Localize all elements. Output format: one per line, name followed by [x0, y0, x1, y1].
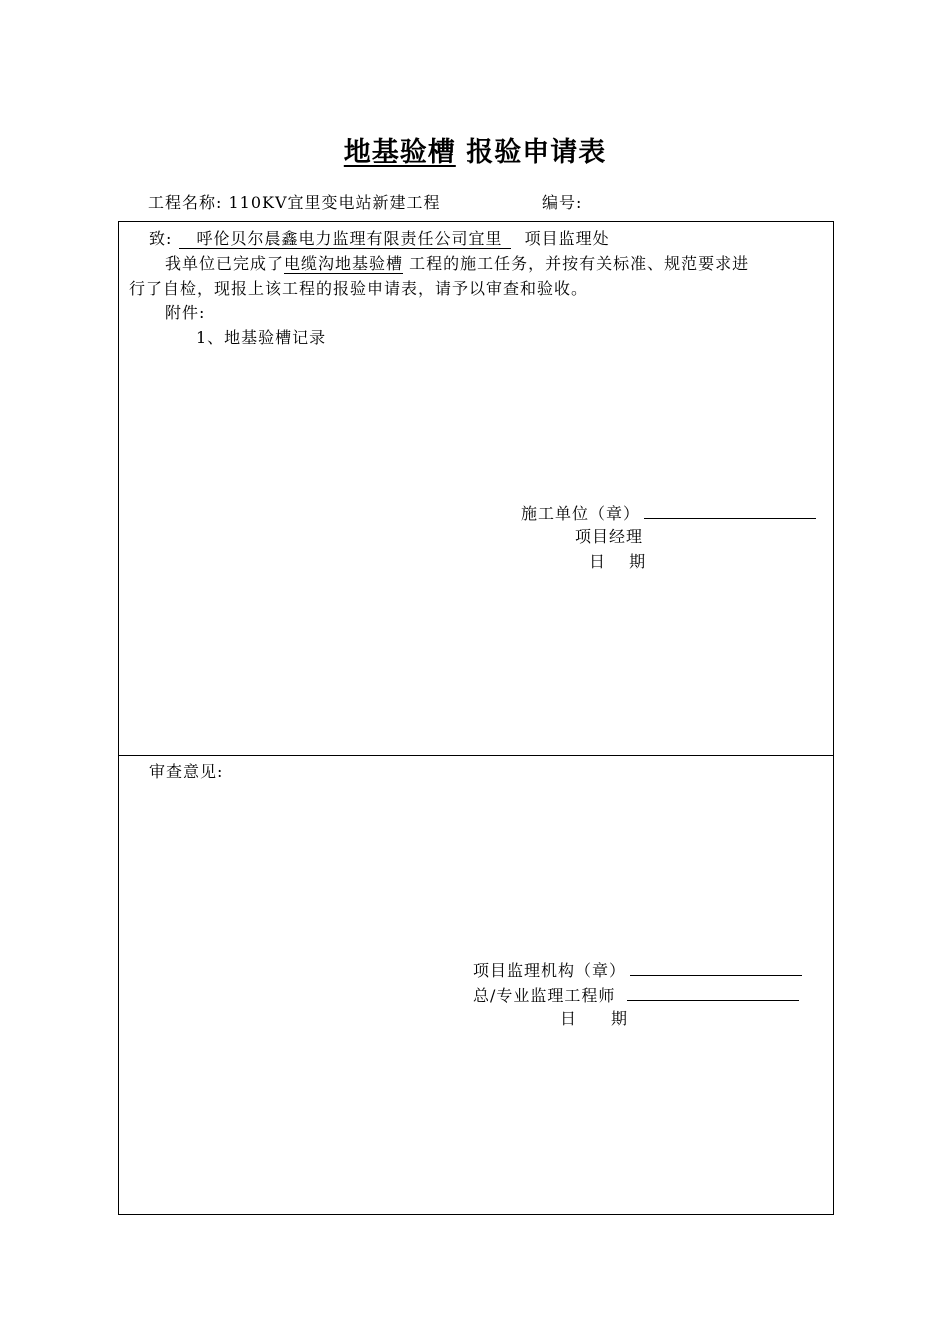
number-label: 编号: [542, 193, 583, 212]
recipient-row [149, 229, 610, 249]
project-name-label: 工程名称: [148, 193, 223, 212]
form-frame [118, 221, 834, 1215]
body-line-2: 行了自检，现报上该工程的报验申请表，请予以审查和验收。 [129, 279, 589, 298]
body-prefix: 我单位已完成了 [165, 254, 285, 273]
project-name-row [148, 190, 441, 213]
engineer-label: 总/专业监理工程师 [473, 986, 616, 1005]
supervision-org-row [473, 959, 802, 981]
recipient-suffix: 项目监理处 [524, 229, 610, 248]
supervision-org-label: 项目监理机构（章） [473, 961, 627, 980]
body-suffix: 工程的施工任务，并按有关标准、规范要求进 [409, 254, 750, 273]
review-opinion-label: 审查意见: [149, 762, 224, 781]
contractor-label: 施工单位（章） [521, 504, 641, 523]
engineer-signature-line [627, 984, 799, 1001]
section-divider [119, 755, 833, 756]
title-subject: 地基验槽 [343, 137, 456, 168]
review-date-label: 日 期 [560, 1009, 629, 1028]
title-form-name: 报验申请表 [466, 137, 607, 168]
application-date-label: 日 期 [589, 552, 647, 571]
engineer-row [473, 984, 799, 1006]
attachment-item: 1、地基验槽记录 [196, 328, 327, 347]
document-title [0, 130, 950, 169]
contractor-row [521, 502, 816, 524]
project-manager-label: 项目经理 [575, 527, 644, 546]
supervision-org-signature-line [630, 959, 802, 976]
to-label: 致: [149, 229, 173, 248]
attachments-label: 附件: [165, 303, 206, 322]
contractor-signature-line [644, 502, 816, 519]
project-name-value: 110KV宜里变电站新建工程 [228, 193, 441, 212]
recipient-value: 呼伦贝尔晨鑫电力监理有限责任公司宜里 [179, 229, 511, 249]
body-line-1 [165, 254, 749, 274]
work-name-value: 电缆沟地基验槽 [284, 254, 404, 273]
